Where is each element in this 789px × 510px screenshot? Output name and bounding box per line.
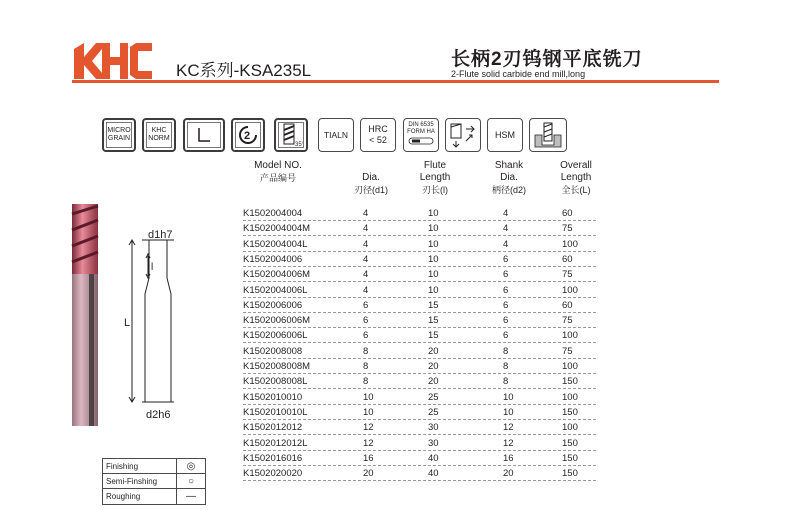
overall-length-cell: 75 (562, 223, 573, 235)
overall-length-cell: 100 (562, 238, 578, 250)
khc-logo (72, 43, 152, 79)
overall-length-cell: 100 (562, 284, 578, 296)
overall-length-cell: 150 (562, 452, 578, 464)
dia-cell: 4 (363, 208, 369, 219)
dia-cell: 8 (363, 361, 369, 372)
header-dia: Dia. 刃径(d1) (353, 172, 388, 195)
square-end-icon (183, 118, 225, 152)
two-flute-icon (231, 118, 265, 152)
model-cell: K1502010010 (243, 391, 303, 403)
hrc-icon: HRC < 52 (360, 118, 396, 152)
dia-cell: 4 (363, 269, 369, 281)
table-row (243, 451, 596, 466)
dia-cell: 6 (363, 315, 369, 327)
table-row (243, 405, 596, 420)
model-cell: K1502008008 (243, 345, 303, 357)
flute-length-cell: 15 (428, 315, 439, 327)
flute-length-cell: 20 (428, 345, 439, 357)
flute-length-cell: 15 (428, 299, 439, 311)
table-row (243, 359, 596, 374)
legend-finishing: Finishing ◎ (103, 459, 205, 474)
slotting-icon (529, 118, 567, 152)
overall-length-cell: 150 (562, 468, 578, 480)
table-row (243, 237, 596, 252)
product-title-en: 2-Flute solid carbide end mill,long (451, 69, 586, 79)
dia-cell: 12 (363, 422, 374, 434)
hsm-icon: HSM (487, 118, 523, 152)
shank-dia-cell: 6 (503, 284, 509, 296)
model-cell: K1502004006 (243, 253, 303, 265)
dia-cell: 8 (363, 376, 369, 388)
table-row (243, 313, 596, 328)
shank-dia-cell: 6 (503, 269, 509, 281)
table-row (243, 344, 596, 359)
dia-cell: 4 (363, 284, 369, 296)
shank-dia-cell: 10 (503, 391, 514, 403)
legend-roughing: Roughing — (103, 489, 205, 504)
flute-length-cell: 30 (428, 437, 439, 449)
model-cell: K1502004006M (243, 269, 311, 281)
flute-length-cell: 25 (428, 406, 439, 418)
model-cell: K1502004006L (243, 284, 308, 296)
model-cell: K1502012012 (243, 422, 303, 434)
shank-dia-cell: 16 (503, 452, 514, 464)
table-row (243, 436, 596, 451)
legend-semi-finishing: Semi-Finshing ○ (103, 474, 205, 489)
overall-length-cell: 75 (562, 269, 573, 281)
shank-dia-cell: 4 (503, 238, 509, 250)
table-row (243, 298, 596, 313)
model-cell: K1502012012L (243, 437, 308, 449)
d1-label: d1h7 (148, 229, 173, 241)
flute-length-cell: 25 (428, 391, 439, 403)
header-model: Model NO. 产品编号 (254, 160, 302, 183)
overall-length-cell: 100 (562, 361, 578, 372)
d2-label: d2h6 (146, 409, 171, 421)
dia-cell: 4 (363, 238, 369, 250)
end-mill-drawing (60, 196, 240, 436)
overall-length-cell: 75 (562, 315, 573, 327)
finishing-symbol-icon: ◎ (186, 460, 196, 472)
flute-length-cell: 15 (428, 330, 439, 342)
shank-dia-cell: 10 (503, 406, 514, 418)
product-title-cn: 长柄2刃钨钢平底铣刀 (451, 49, 643, 70)
overall-length-cell: 60 (562, 208, 573, 219)
table-row (243, 252, 596, 267)
model-cell: K1502006006M (243, 315, 311, 327)
dia-cell: 12 (363, 437, 374, 449)
header-shank-dia: Shank Dia. 柄径(d2) (491, 160, 526, 195)
table-row (243, 374, 596, 389)
shank-dia-cell: 8 (503, 345, 509, 357)
overall-length-cell: 60 (562, 253, 573, 265)
overall-length-cell: 100 (562, 422, 578, 434)
dia-cell: 4 (363, 223, 369, 235)
shank-dia-cell: 4 (503, 208, 509, 219)
model-cell: K1502006006L (243, 330, 308, 342)
table-row (243, 206, 596, 221)
model-cell: K1502008008L (243, 376, 308, 388)
shank-dia-cell: 12 (503, 437, 514, 449)
svg-text:35°: 35° (295, 142, 304, 148)
dia-cell: 20 (363, 468, 374, 480)
overall-length-cell: 75 (562, 345, 573, 357)
machining-legend (102, 458, 206, 505)
overall-length-cell: 150 (562, 406, 578, 418)
model-cell: K1502006006 (243, 299, 303, 311)
overall-length-cell: 150 (562, 376, 578, 388)
khc-norm-icon: KHC NORM (142, 118, 176, 152)
shank-dia-cell: 6 (503, 253, 509, 265)
dia-cell: 6 (363, 299, 369, 311)
flute-length-cell: 10 (428, 284, 439, 296)
dia-cell: 10 (363, 391, 374, 403)
header-overall-length: Overall Length 全长(L) (560, 160, 592, 195)
flute-length-cell: 10 (428, 238, 439, 250)
dia-cell: 4 (363, 253, 369, 265)
shank-dia-cell: 6 (503, 330, 509, 342)
shank-dia-cell: 6 (503, 315, 509, 327)
dia-cell: 16 (363, 452, 374, 464)
flute-length-cell: 10 (428, 253, 439, 265)
table-row (243, 221, 596, 236)
overall-length-cell: 60 (562, 299, 573, 311)
overall-length-cell: 100 (562, 330, 578, 342)
micro-grain-icon: MICRO GRAIN (102, 118, 136, 152)
dia-cell: 10 (363, 406, 374, 418)
shank-dia-cell: 12 (503, 422, 514, 434)
dia-cell: 6 (363, 330, 369, 342)
table-row (243, 466, 596, 481)
overall-length-cell: 100 (562, 391, 578, 403)
flute-length-cell: 40 (428, 468, 439, 480)
din-6535-icon: DIN 6535 FORM HA (403, 118, 439, 152)
model-cell: K1502004004M (243, 223, 311, 235)
cutting-direction-icon (445, 118, 481, 152)
shank-dia-cell: 20 (503, 468, 514, 480)
table-row (243, 390, 596, 405)
table-row (243, 283, 596, 298)
flute-length-cell: 30 (428, 422, 439, 434)
flute-length-cell: 10 (428, 269, 439, 281)
shank-dia-cell: 8 (503, 361, 509, 372)
end-mill-photo (72, 204, 98, 426)
flute-length-label: l (151, 262, 154, 273)
header-flute-length: Flute Length 刃长(l) (419, 160, 451, 195)
flute-length-cell: 10 (428, 208, 439, 219)
svg-text:2: 2 (244, 130, 251, 142)
table-row (243, 328, 596, 343)
flute-length-cell: 20 (428, 361, 439, 372)
model-cell: K1502020020 (243, 468, 303, 480)
model-cell: K1502004004 (243, 208, 303, 219)
header-divider (72, 80, 719, 83)
dia-cell: 8 (363, 345, 369, 357)
tialn-coating-icon: TIALN (318, 118, 354, 152)
shank-dia-cell: 8 (503, 376, 509, 388)
table-row (243, 267, 596, 282)
helix-35-icon (274, 118, 308, 152)
overall-length-label: L (124, 317, 131, 329)
model-cell: K1502010010L (243, 406, 308, 418)
flute-length-cell: 20 (428, 376, 439, 388)
shank-dia-cell: 4 (503, 223, 509, 235)
shank-dia-cell: 6 (503, 299, 509, 311)
flute-length-cell: 40 (428, 452, 439, 464)
semi-finishing-symbol-icon: ○ (187, 475, 195, 487)
model-cell: K1502004004L (243, 238, 308, 250)
flute-length-cell: 10 (428, 223, 439, 235)
table-row (243, 420, 596, 435)
series-title: KC系列-KSA235L (176, 61, 312, 80)
roughing-symbol-icon: — (186, 491, 196, 502)
model-cell: K1502008008M (243, 361, 311, 372)
overall-length-cell: 150 (562, 437, 578, 449)
model-cell: K1502016016 (243, 452, 303, 464)
